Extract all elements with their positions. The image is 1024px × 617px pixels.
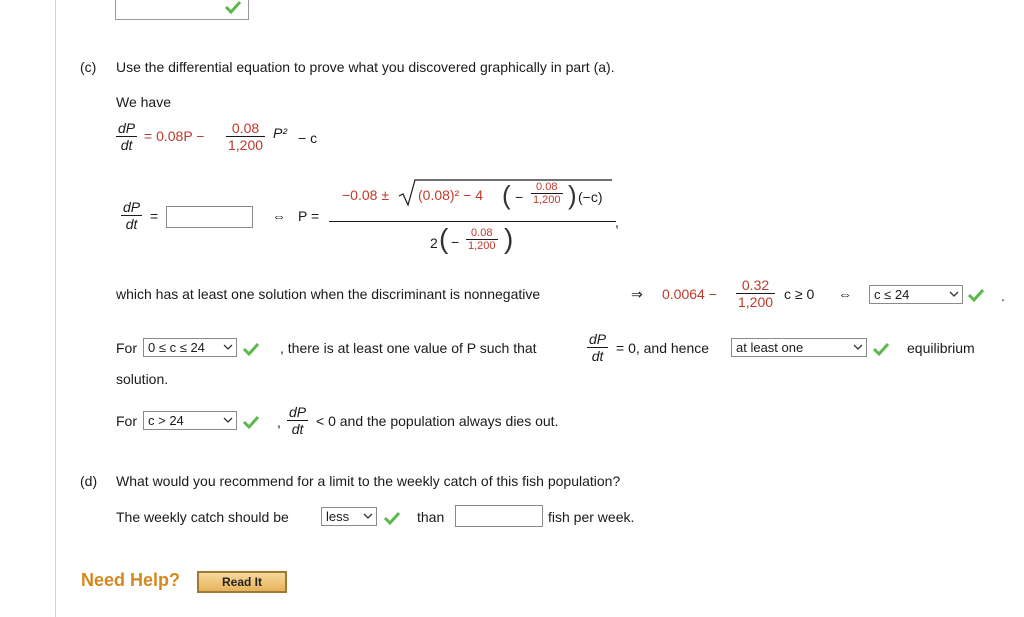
coefficient-denominator: 1,200 <box>228 137 264 153</box>
denominator-two: 2 <box>430 235 438 251</box>
dp-dt-fraction <box>116 120 137 153</box>
radicand-fraction <box>531 181 563 206</box>
there-is-text: , there is at least one value of P such that <box>280 340 537 356</box>
need-help-label: Need Help? <box>81 570 181 590</box>
minus-c: − c <box>298 130 318 146</box>
equilibrium-count-select[interactable] <box>731 338 867 357</box>
implies-symbol: ⇒ <box>631 286 643 302</box>
check-icon <box>242 342 260 356</box>
radicand-text: (0.08)² − 4 <box>418 187 483 203</box>
for-label-1: For <box>116 340 137 356</box>
check-icon <box>872 342 890 356</box>
part-d-prompt: What would you recommend for a limit to the weekly catch of this fish population? <box>116 473 621 489</box>
read-it-button[interactable]: Read It <box>197 571 287 593</box>
iff-symbol-2: ⇔ <box>838 286 852 302</box>
solution-text: solution. <box>116 371 169 387</box>
trailing-comma: , <box>615 214 619 230</box>
chevron-down-icon <box>852 339 864 356</box>
we-have-text: We have <box>116 94 171 110</box>
dt-denominator: dt <box>291 421 304 437</box>
den-fraction-numerator: 0.08 <box>471 227 493 239</box>
disc-denominator: 1,200 <box>738 294 774 310</box>
equals-zero-text: = 0, and hence <box>616 340 710 356</box>
radicand-numerator: 0.08 <box>536 181 558 193</box>
p-squared: P² <box>273 125 287 141</box>
equation-middle: = 0.08P − <box>144 128 205 144</box>
radicand-part-a <box>418 187 483 203</box>
right-paren: ) <box>568 180 577 210</box>
discriminant-expr-b: c ≥ 0 <box>784 286 815 302</box>
dp-numerator: dP <box>118 120 136 136</box>
coefficient-numerator: 0.08 <box>231 120 260 136</box>
dp-dt-answer-input[interactable] <box>166 206 253 228</box>
previous-answer-box <box>115 0 249 20</box>
quadratic-lead: −0.08 ± <box>342 187 389 203</box>
iff-symbol: ⇔ <box>272 208 286 224</box>
dp-numerator: dP <box>123 199 141 215</box>
equilibrium-count-value: at least one <box>736 340 804 355</box>
chevron-down-icon <box>948 286 960 303</box>
check-icon <box>242 415 260 429</box>
disc-numerator: 0.32 <box>741 277 770 293</box>
dt-denominator: dt <box>125 216 138 232</box>
left-paren-den: ( <box>439 223 449 254</box>
coefficient-fraction <box>226 120 265 153</box>
chevron-down-icon <box>362 508 374 525</box>
left-margin-rule <box>55 0 56 617</box>
c-condition-select[interactable] <box>869 285 963 304</box>
c-condition-value: c ≤ 24 <box>874 287 910 302</box>
dt-denominator: dt <box>120 137 133 153</box>
chevron-down-icon <box>222 339 234 356</box>
fish-per-week-text: fish per week. <box>548 509 635 525</box>
discriminant-expr-a: 0.0064 − <box>662 286 717 302</box>
dt-denominator: dt <box>591 348 604 364</box>
check-icon <box>967 288 985 302</box>
denominator-fraction <box>466 227 498 252</box>
check-icon <box>224 0 242 14</box>
equilibrium-text: equilibrium <box>907 340 975 356</box>
part-c-letter: (c) <box>80 59 97 75</box>
chevron-down-icon <box>222 412 234 429</box>
period: . <box>1001 288 1005 304</box>
c-range-select[interactable] <box>143 338 237 357</box>
p-equals-label: P = <box>298 208 320 224</box>
catch-text: The weekly catch should be <box>116 509 289 525</box>
minus-sign: − <box>515 189 524 205</box>
radicand-part-b: (−c) <box>578 189 603 205</box>
equals-sign: = <box>150 208 159 224</box>
check-icon <box>383 511 401 525</box>
c-greater-select[interactable] <box>143 411 237 430</box>
discriminant-fraction <box>736 277 775 310</box>
left-paren: ( <box>502 180 511 210</box>
for-label-2: For <box>116 413 137 429</box>
main-fraction-bar <box>329 221 616 222</box>
radicand-denominator: 1,200 <box>533 194 561 206</box>
dp-numerator: dP <box>289 404 307 420</box>
less-than-zero-text: < 0 and the population always dies out. <box>316 413 559 429</box>
catch-comparison-value: less <box>326 509 350 524</box>
dp-dt-fraction-4 <box>287 404 308 437</box>
minus-sign-den: − <box>451 234 460 250</box>
catch-limit-input[interactable] <box>455 505 543 527</box>
catch-comparison-select[interactable] <box>321 507 377 526</box>
dp-dt-fraction-2 <box>121 199 142 232</box>
dp-dt-fraction-3 <box>587 331 608 364</box>
discriminant-text: which has at least one solution when the discriminant is nonnegative <box>116 286 541 302</box>
den-fraction-denominator: 1,200 <box>468 240 496 252</box>
than-text: than <box>417 509 445 525</box>
c-range-value: 0 ≤ c ≤ 24 <box>148 340 205 355</box>
part-c-prompt: Use the differential equation to prove what you discovered graphically in part (a). <box>116 59 615 75</box>
comma-2: , <box>277 414 281 430</box>
c-greater-value: c > 24 <box>148 413 184 428</box>
right-paren-den: ) <box>504 223 514 254</box>
dp-numerator: dP <box>589 331 607 347</box>
part-d-letter: (d) <box>80 473 98 489</box>
